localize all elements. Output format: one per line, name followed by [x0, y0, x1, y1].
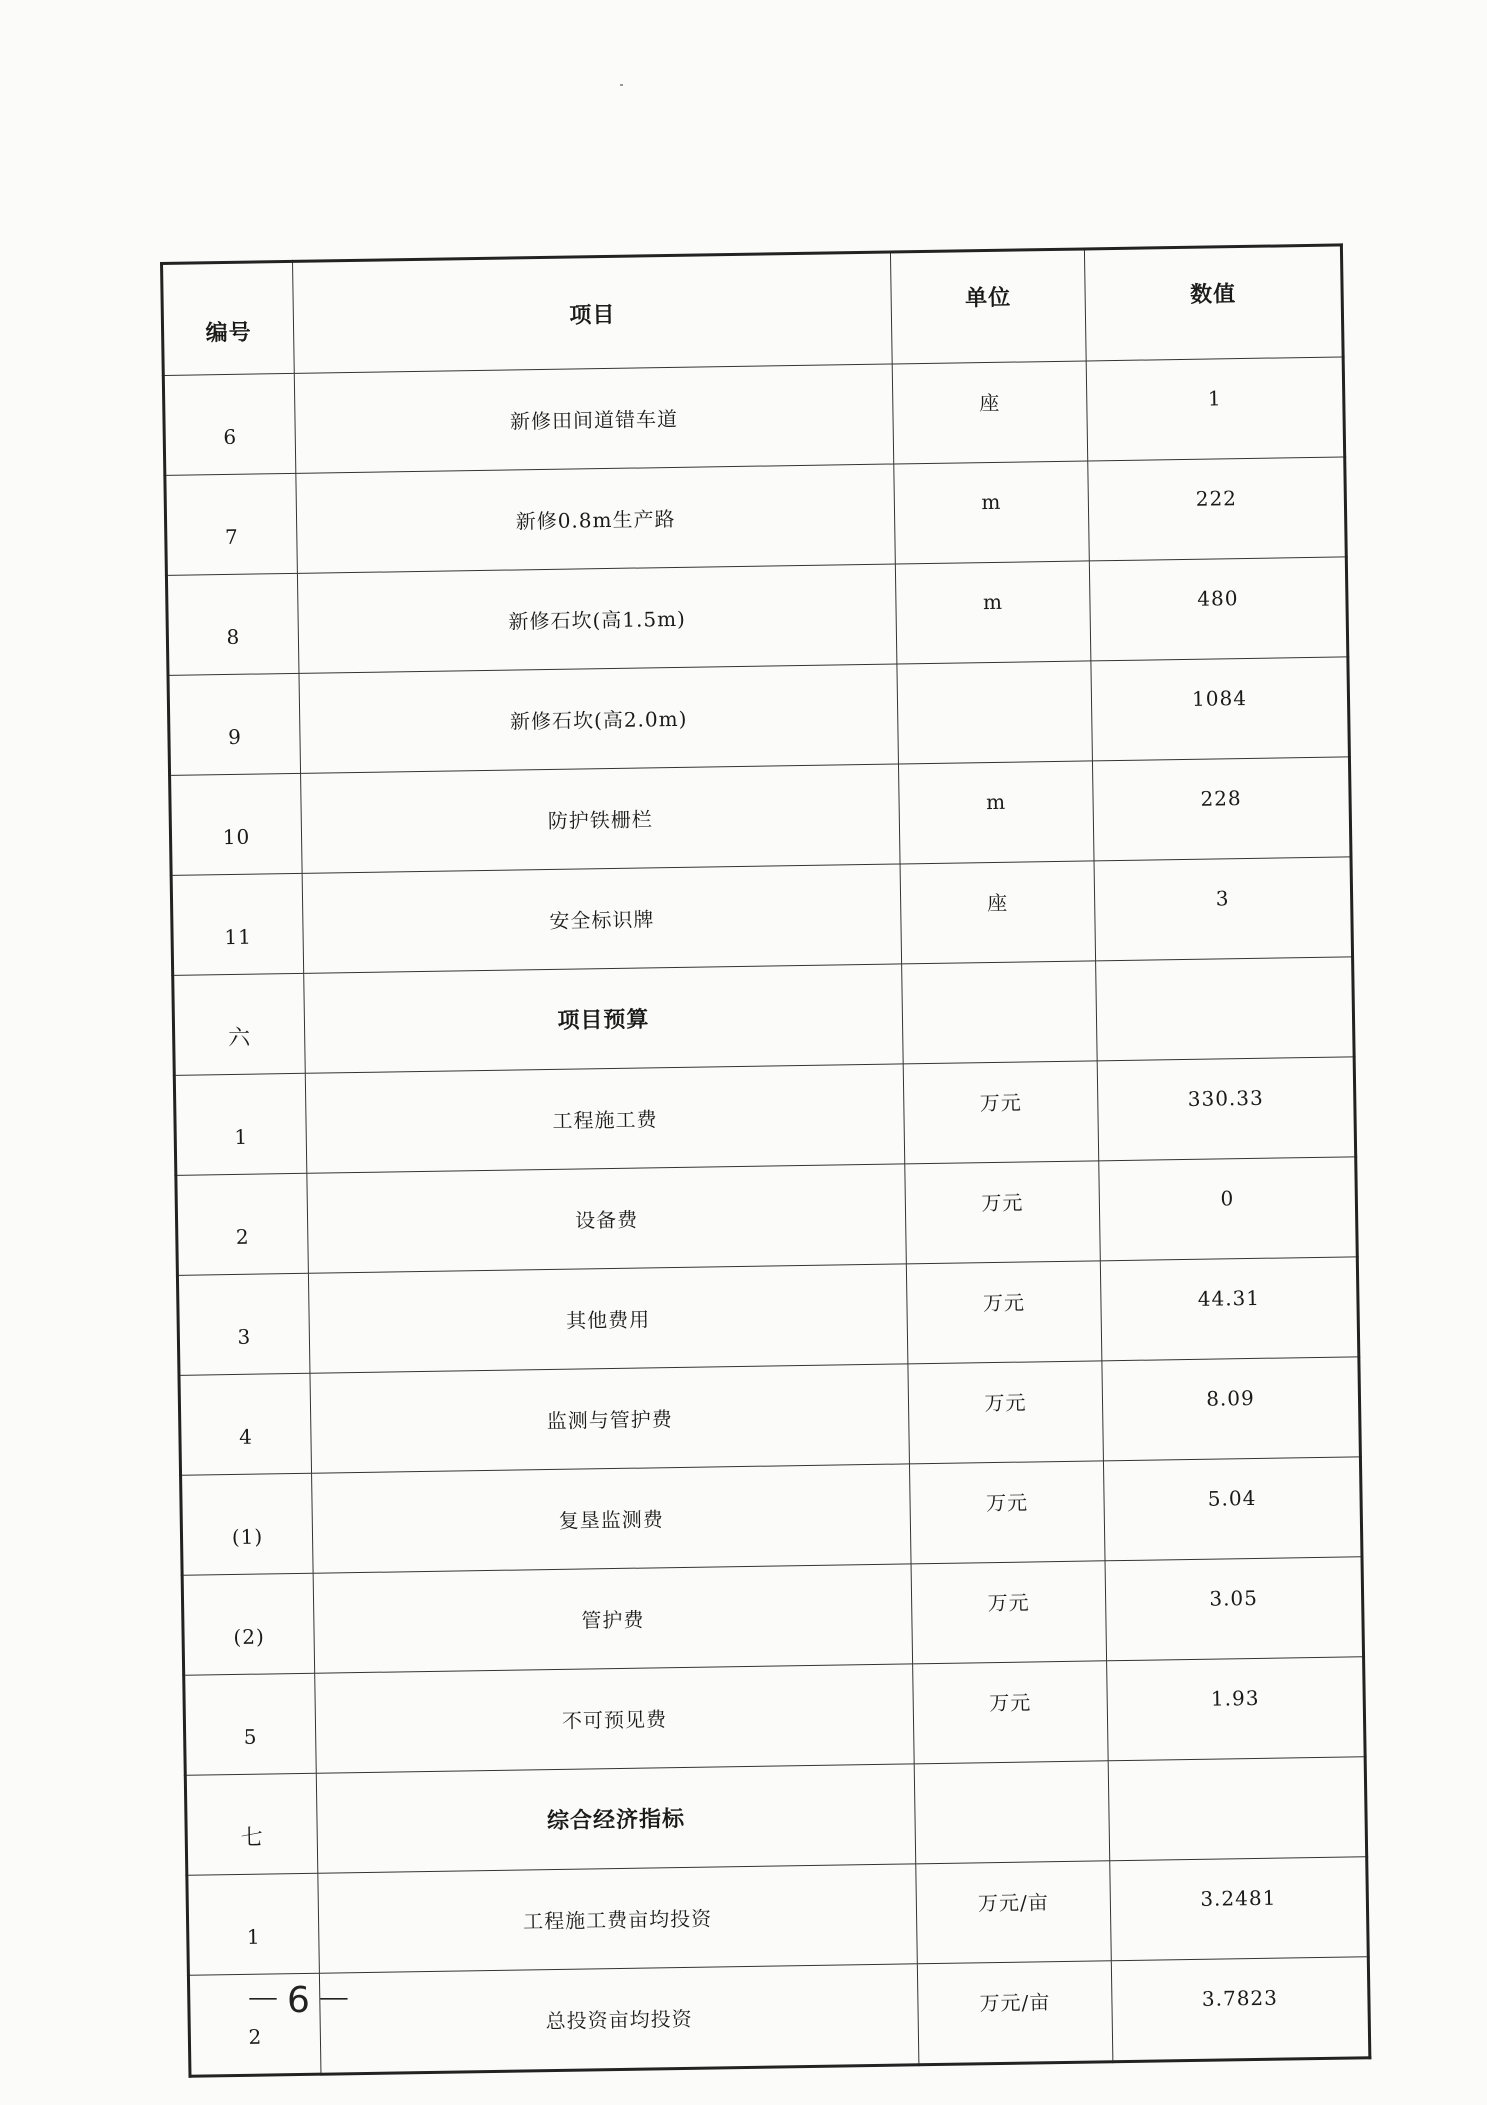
- row-item: 新修田间道错车道: [294, 364, 893, 473]
- row-number: 七: [185, 1773, 318, 1875]
- row-number: 9: [168, 673, 301, 775]
- row-value: 480: [1089, 557, 1348, 661]
- row-item: 防护铁栅栏: [301, 764, 900, 873]
- row-value: 1084: [1091, 657, 1350, 761]
- row-number: (1): [181, 1473, 314, 1575]
- row-unit: 万元: [913, 1661, 1109, 1764]
- row-value: [1108, 1757, 1367, 1861]
- row-value: 3.05: [1105, 1557, 1364, 1661]
- budget-table: [160, 243, 1371, 2077]
- row-item: 综合经济指标: [316, 1764, 915, 1873]
- row-item: 项目预算: [304, 964, 903, 1073]
- table-body: [163, 357, 1370, 2076]
- row-number: 六: [173, 973, 306, 1075]
- table-row: [174, 1057, 1355, 1176]
- row-value: 0: [1099, 1157, 1358, 1261]
- table-row: [182, 1557, 1363, 1676]
- table-header-row: [162, 245, 1344, 376]
- table-section-row: [173, 957, 1354, 1076]
- budget-table-wrapper: [160, 243, 1368, 2077]
- table-row: [188, 1957, 1369, 2077]
- table-row: [181, 1457, 1362, 1576]
- table-row: [179, 1357, 1360, 1476]
- row-item: 不可预见费: [315, 1664, 914, 1773]
- page-number: －6－: [245, 1980, 358, 2021]
- row-unit: 座: [900, 861, 1096, 964]
- table-row: [168, 657, 1349, 776]
- row-value: 1: [1086, 357, 1345, 461]
- table-row: [170, 757, 1351, 876]
- row-number: 2: [188, 1973, 321, 2076]
- table-row: [171, 857, 1352, 976]
- table-row: [184, 1657, 1365, 1776]
- table-row: [166, 557, 1347, 676]
- header-unit: 单位: [890, 249, 1086, 364]
- row-unit: m: [898, 761, 1094, 864]
- row-number: 3: [177, 1273, 310, 1375]
- row-item: 工程施工费亩均投资: [318, 1864, 917, 1973]
- row-unit: [914, 1761, 1110, 1864]
- scan-speck: [620, 84, 623, 86]
- row-item: 总投资亩均投资: [319, 1964, 919, 2074]
- row-item: 复垦监测费: [312, 1464, 911, 1573]
- row-item: 工程施工费: [305, 1064, 904, 1173]
- row-unit: 万元/亩: [916, 1861, 1112, 1964]
- row-value: 228: [1092, 757, 1351, 861]
- row-unit: 万元/亩: [917, 1961, 1113, 2065]
- row-item: 新修石坎(高2.0m): [299, 664, 898, 773]
- row-number: 1: [187, 1873, 320, 1975]
- row-unit: 万元: [906, 1261, 1102, 1364]
- table-row: [177, 1257, 1358, 1376]
- row-item: 监测与管护费: [310, 1364, 909, 1473]
- row-number: 1: [174, 1073, 307, 1175]
- table-row: [187, 1857, 1368, 1976]
- row-unit: 万元: [911, 1561, 1107, 1664]
- header-no: 编号: [162, 261, 295, 375]
- row-number: 2: [176, 1173, 309, 1275]
- row-number: 7: [165, 473, 298, 575]
- row-value: [1096, 957, 1355, 1061]
- table-row: [165, 457, 1346, 576]
- row-unit: 座: [892, 361, 1088, 464]
- row-item: 管护费: [313, 1564, 912, 1673]
- table-section-row: [185, 1757, 1366, 1876]
- table-row: [163, 357, 1344, 476]
- row-value: 8.09: [1102, 1357, 1361, 1461]
- row-unit: [902, 961, 1098, 1064]
- row-number: 4: [179, 1373, 312, 1475]
- row-number: 6: [163, 373, 296, 475]
- row-unit: m: [895, 561, 1091, 664]
- row-value: 3.7823: [1111, 1957, 1370, 2062]
- row-value: 222: [1088, 457, 1347, 561]
- row-value: 3.2481: [1110, 1857, 1369, 1961]
- header-value: 数值: [1084, 245, 1343, 361]
- row-item: 安全标识牌: [302, 864, 901, 973]
- row-value: 5.04: [1103, 1457, 1362, 1561]
- row-unit: [897, 661, 1093, 764]
- row-item: 新修0.8m生产路: [296, 464, 895, 573]
- row-value: 1.93: [1107, 1657, 1366, 1761]
- table-row: [176, 1157, 1357, 1276]
- row-unit: m: [894, 461, 1090, 564]
- row-item: 新修石坎(高1.5m): [297, 564, 896, 673]
- row-unit: 万元: [905, 1161, 1101, 1264]
- header-item: 项目: [293, 252, 893, 373]
- row-number: 11: [171, 873, 304, 975]
- row-value: 3: [1094, 857, 1353, 961]
- row-item: 其他费用: [308, 1264, 907, 1373]
- row-number: 10: [170, 773, 303, 875]
- row-number: (2): [182, 1573, 315, 1675]
- row-number: 8: [166, 573, 299, 675]
- row-value: 44.31: [1100, 1257, 1359, 1361]
- row-item: 设备费: [307, 1164, 906, 1273]
- row-value: 330.33: [1097, 1057, 1356, 1161]
- row-unit: 万元: [908, 1361, 1104, 1464]
- row-unit: 万元: [909, 1461, 1105, 1564]
- row-number: 5: [184, 1673, 317, 1775]
- row-unit: 万元: [903, 1061, 1099, 1164]
